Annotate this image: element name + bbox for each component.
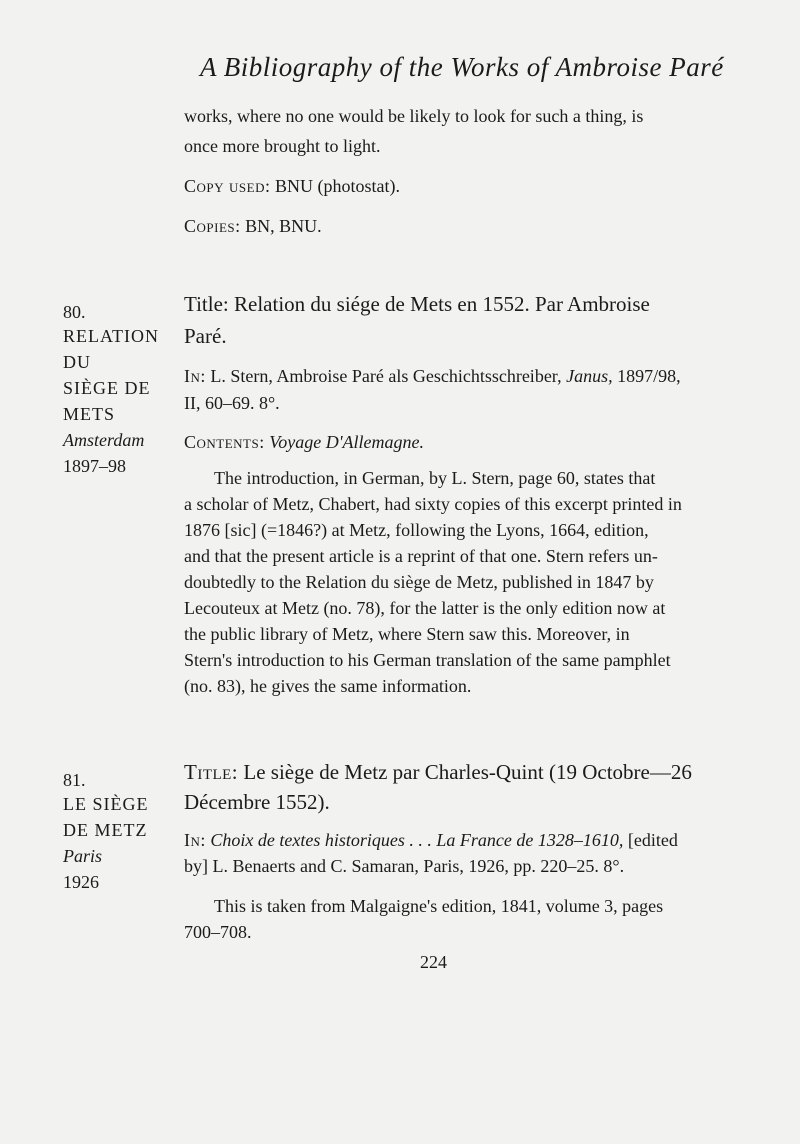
para-line: Lecouteux at Metz (no. 78), for the latter is the only edition now at: [184, 598, 666, 618]
para-line: This is taken from Malgaigne's edition, 1841, volume 3, pages: [214, 896, 664, 916]
title-label: Title:: [184, 760, 239, 784]
text-line: works, where no one would be likely to look for such a thing, is: [184, 106, 644, 126]
entry-number: 81.: [63, 770, 86, 790]
in-line-2: by] L. Benaerts and C. Samaran, Paris, 1926, pp. 220–25. 8°.: [184, 856, 625, 876]
entry-heading: RELATION: [63, 326, 159, 346]
entry-title-line: Décembre 1552).: [184, 790, 330, 814]
para-line: 1876 [sic] (=1846?) at Metz, following the Lyons, 1664, edition,: [184, 520, 649, 540]
title-text: Relation du siége de Mets en 1552. Par Ambroise: [234, 292, 650, 316]
in-text: L. Stern, Ambroise Paré als Geschichtsschreiber,: [210, 366, 562, 386]
para-line: and that the present article is a reprint of that one. Stern refers un-: [184, 546, 658, 566]
text-line: once more brought to light.: [184, 136, 381, 156]
para-line: The introduction, in German, by L. Stern, page 60, states that: [214, 468, 656, 488]
page-number: 224: [420, 952, 447, 972]
copies-value: BN, BNU.: [245, 216, 322, 236]
title-label: Title:: [184, 292, 229, 316]
title-text: Le siège de Metz par Charles-Quint (19 Octobre—26: [243, 760, 692, 784]
copy-used-label: Copy used:: [184, 176, 271, 196]
para-line: 700–708.: [184, 922, 252, 942]
in-label: In:: [184, 830, 206, 850]
entry-heading: DE METZ: [63, 820, 148, 840]
copies-line: [184, 216, 322, 237]
para-line: the public library of Metz, where Stern saw this. Moreover, in: [184, 624, 630, 644]
entry-title-line: [184, 292, 650, 317]
in-text: [edited: [627, 830, 678, 850]
copy-used-value: BNU (photostat).: [274, 176, 400, 196]
entry-year: 1926: [63, 872, 99, 892]
in-text: 1897/98,: [617, 366, 681, 386]
entry-number: 80.: [63, 302, 86, 322]
in-line: [184, 366, 681, 387]
running-head: A Bibliography of the Works of Ambroise Paré: [200, 52, 724, 82]
para-line: (no. 83), he gives the same information.: [184, 676, 472, 696]
entry-year: 1897–98: [63, 456, 126, 476]
entry-place: Amsterdam: [63, 430, 145, 450]
in-line-2: II, 60–69. 8°.: [184, 393, 280, 413]
in-label: In:: [184, 366, 206, 386]
para-line: a scholar of Metz, Chabert, had sixty copies of this excerpt printed in: [184, 494, 682, 514]
para-line: doubtedly to the Relation du siège de Metz, published in 1847 by: [184, 572, 654, 592]
in-line: [184, 830, 678, 851]
entry-heading: METS: [63, 404, 116, 424]
copy-used-line: [184, 176, 400, 197]
entry-heading: DU: [63, 352, 91, 372]
entry-title-line: [184, 760, 692, 785]
entry-place: Paris: [63, 846, 103, 866]
in-journal: Janus,: [566, 366, 613, 386]
entry-heading: LE SIÈGE: [63, 794, 149, 814]
entry-title-line: Paré.: [184, 324, 227, 348]
contents-line: [184, 432, 424, 453]
entry-heading: SIÈGE DE: [63, 378, 151, 398]
copies-label: Copies:: [184, 216, 241, 236]
contents-value: Voyage D'Allemagne.: [269, 432, 425, 452]
para-line: Stern's introduction to his German translation of the same pamphlet: [184, 650, 671, 670]
in-source: Choix de textes historiques . . . La France de 1328–1610,: [210, 830, 624, 850]
contents-label: Contents:: [184, 432, 265, 452]
